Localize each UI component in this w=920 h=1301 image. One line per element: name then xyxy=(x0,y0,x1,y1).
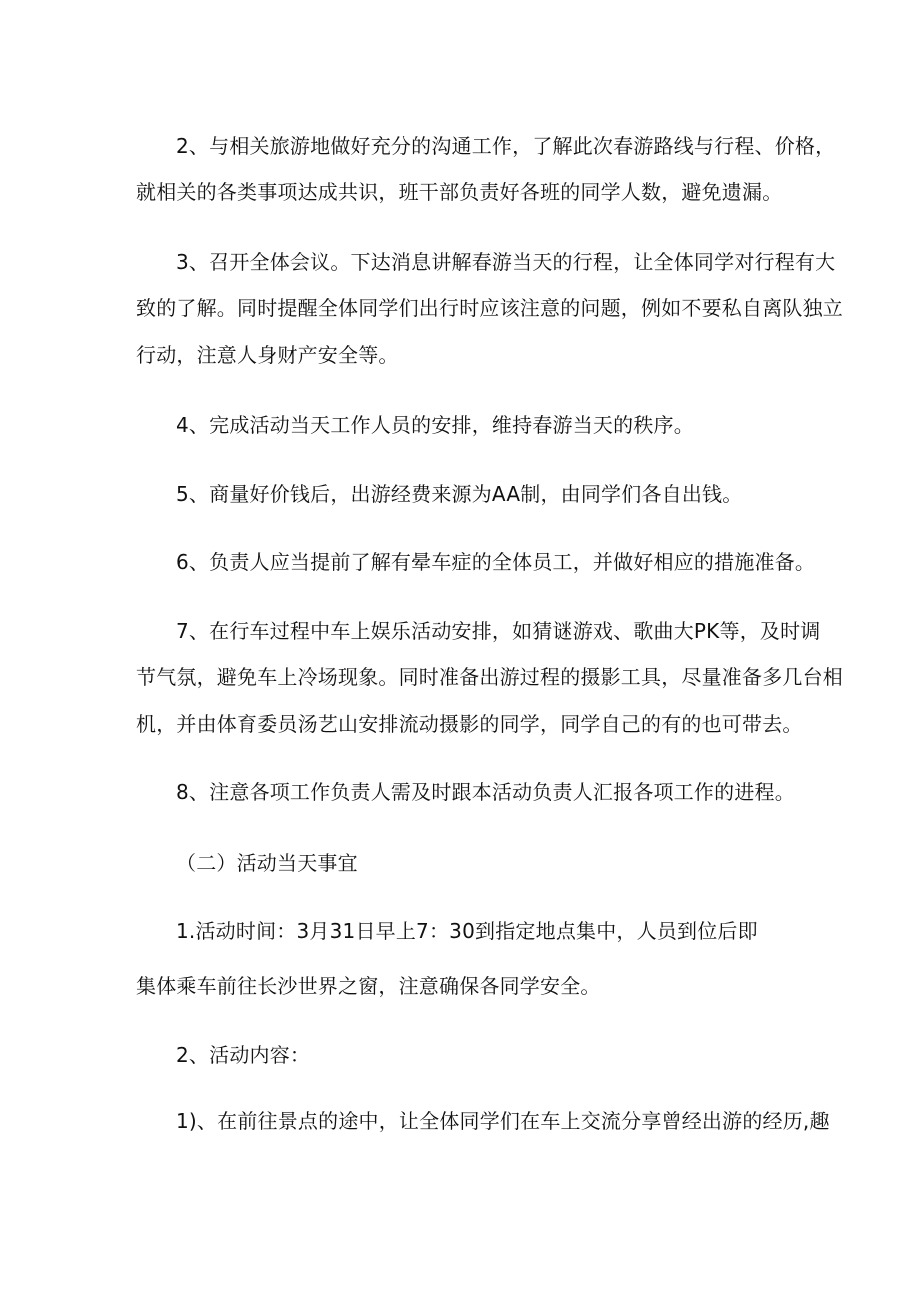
activity-content-heading: 2、活动内容： xyxy=(176,1043,311,1067)
paragraph-3-line-3: 行动，注意人身财产安全等。 xyxy=(136,343,399,367)
paragraph-4-line-1: 4、完成活动当天工作人员的安排，维持春游当天的秩序。 xyxy=(176,413,694,437)
paragraph-3-line-2: 致的了解。同时提醒全体同学们出行时应该注意的问题，例如不要私自离队独立 xyxy=(136,296,843,320)
paragraph-7-line-1: 7、在行车过程中车上娱乐活动安排，如猜谜游戏、歌曲大PK等，及时调 xyxy=(176,619,821,643)
activity-content-item-1: 1)、在前往景点的途中，让全体同学们在车上交流分享曾经出游的经历,趣 xyxy=(176,1109,830,1133)
paragraph-7-line-3: 机，并由体育委员汤艺山安排流动摄影的同学，同学自己的有的也可带去。 xyxy=(136,712,803,736)
section-heading: （二）活动当天事宜 xyxy=(176,851,358,875)
paragraph-2-line-2: 就相关的各类事项达成共识，班干部负责好各班的同学人数，避免遗漏。 xyxy=(136,180,783,204)
paragraph-7-line-2: 节气氛，避免车上冷场现象。同时准备出游过程的摄影工具，尽量准备多几台相 xyxy=(136,665,843,689)
activity-time-line-1: 1.活动时间：3月31日早上7：30到指定地点集中，人员到位后即 xyxy=(176,919,758,943)
paragraph-2-line-1: 2、与相关旅游地做好充分的沟通工作，了解此次春游路线与行程、价格， xyxy=(176,134,836,158)
paragraph-5-line-1: 5、商量好价钱后，出游经费来源为AA制，由同学们各自出钱。 xyxy=(176,482,743,506)
paragraph-3-line-1: 3、召开全体会议。下达消息讲解春游当天的行程，让全体同学对行程有大 xyxy=(176,250,836,274)
paragraph-8-line-1: 8、注意各项工作负责人需及时跟本活动负责人汇报各项工作的进程。 xyxy=(176,780,795,804)
paragraph-6-line-1: 6、负责人应当提前了解有晕车症的全体员工，并做好相应的措施准备。 xyxy=(176,550,816,574)
activity-time-line-2: 集体乘车前往长沙世界之窗，注意确保各同学安全。 xyxy=(136,974,601,998)
